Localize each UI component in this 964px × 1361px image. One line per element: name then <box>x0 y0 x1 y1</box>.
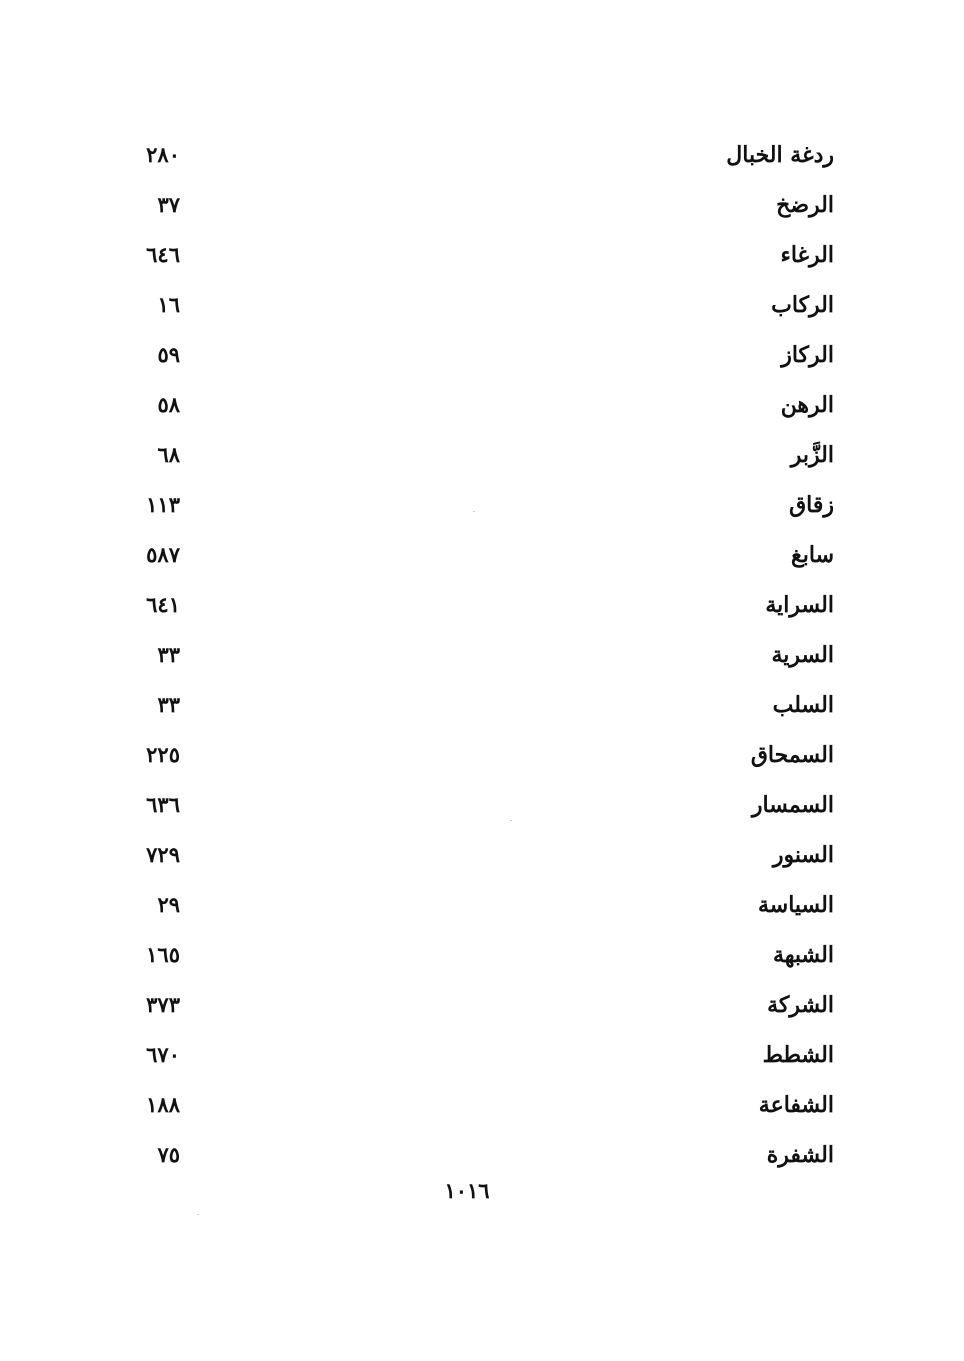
index-page-ref: ٢٨٠ <box>146 142 180 167</box>
index-term: الزَّبر <box>790 442 834 468</box>
index-page-ref: ٥٨ <box>157 392 180 417</box>
index-term: زقاق <box>789 492 834 518</box>
index-entry <box>128 430 834 480</box>
index-page-ref: ٧٢٩ <box>146 842 180 867</box>
index-entry <box>128 230 834 280</box>
index-term: الركاب <box>771 292 834 318</box>
scan-speck <box>197 1214 199 1215</box>
index-entry <box>128 930 834 980</box>
index-page-ref: ٥٩ <box>157 342 180 367</box>
index-entry <box>128 780 834 830</box>
index-term: السمحاق <box>750 742 834 768</box>
index-term: الشطط <box>762 1042 834 1068</box>
index-entry <box>128 730 834 780</box>
index-entry <box>128 1130 834 1180</box>
index-page-ref: ١٨٨ <box>146 1092 180 1117</box>
index-page-ref: ٣٣ <box>157 692 180 717</box>
index-term: السلب <box>772 692 834 718</box>
index-entry <box>128 1030 834 1080</box>
index-page-ref: ٢٢٥ <box>146 742 180 767</box>
index-term: ردغة الخبال <box>726 142 834 168</box>
index-entry <box>128 530 834 580</box>
index-page-ref: ٥٨٧ <box>146 542 180 567</box>
index-page-ref: ٢٩ <box>157 892 180 917</box>
index-page-ref: ١٦٥ <box>146 942 180 967</box>
index-term: الشفاعة <box>758 1092 834 1118</box>
index-page-ref: ٦٧٠ <box>146 1042 180 1067</box>
index-term: السمسار <box>751 792 834 818</box>
index-entry <box>128 480 834 530</box>
index-entry <box>128 680 834 730</box>
index-list <box>128 130 834 1180</box>
index-page-ref: ١٦ <box>157 292 180 317</box>
index-page-ref: ٣٧ <box>157 192 180 217</box>
index-entry <box>128 330 834 380</box>
index-term: الرضخ <box>776 192 834 218</box>
index-term: الشبهة <box>772 942 834 968</box>
index-entry <box>128 280 834 330</box>
index-page-ref: ٣٣ <box>157 642 180 667</box>
index-term: السراية <box>765 592 834 618</box>
index-entry <box>128 980 834 1030</box>
page-number: ١٠١٦ <box>444 1178 490 1203</box>
index-page-ref: ٦٤١ <box>146 592 180 617</box>
index-term: السياسة <box>757 892 834 918</box>
index-entry <box>128 180 834 230</box>
index-page-ref: ٣٧٣ <box>146 992 180 1017</box>
scan-speck <box>510 820 512 821</box>
scan-speck <box>473 511 475 512</box>
index-term: الركاز <box>781 342 834 368</box>
index-entry <box>128 830 834 880</box>
index-entry <box>128 130 834 180</box>
index-entry <box>128 380 834 430</box>
index-term: الرغاء <box>780 242 834 268</box>
index-entry <box>128 630 834 680</box>
index-entry <box>128 1080 834 1130</box>
index-entry <box>128 880 834 930</box>
index-term: الشفرة <box>766 1142 834 1168</box>
index-page-ref: ٧٥ <box>157 1142 180 1167</box>
index-term: السرية <box>771 642 834 668</box>
index-entry <box>128 580 834 630</box>
index-term: الرهن <box>780 392 834 418</box>
index-term: الشركة <box>767 992 834 1018</box>
index-term: سابغ <box>791 542 834 568</box>
index-page-ref: ٦٣٦ <box>146 792 180 817</box>
index-page-ref: ١١٣ <box>146 492 180 517</box>
index-page-ref: ٦٨ <box>157 442 180 467</box>
index-term: السنور <box>772 842 834 868</box>
index-page-ref: ٦٤٦ <box>146 242 180 267</box>
